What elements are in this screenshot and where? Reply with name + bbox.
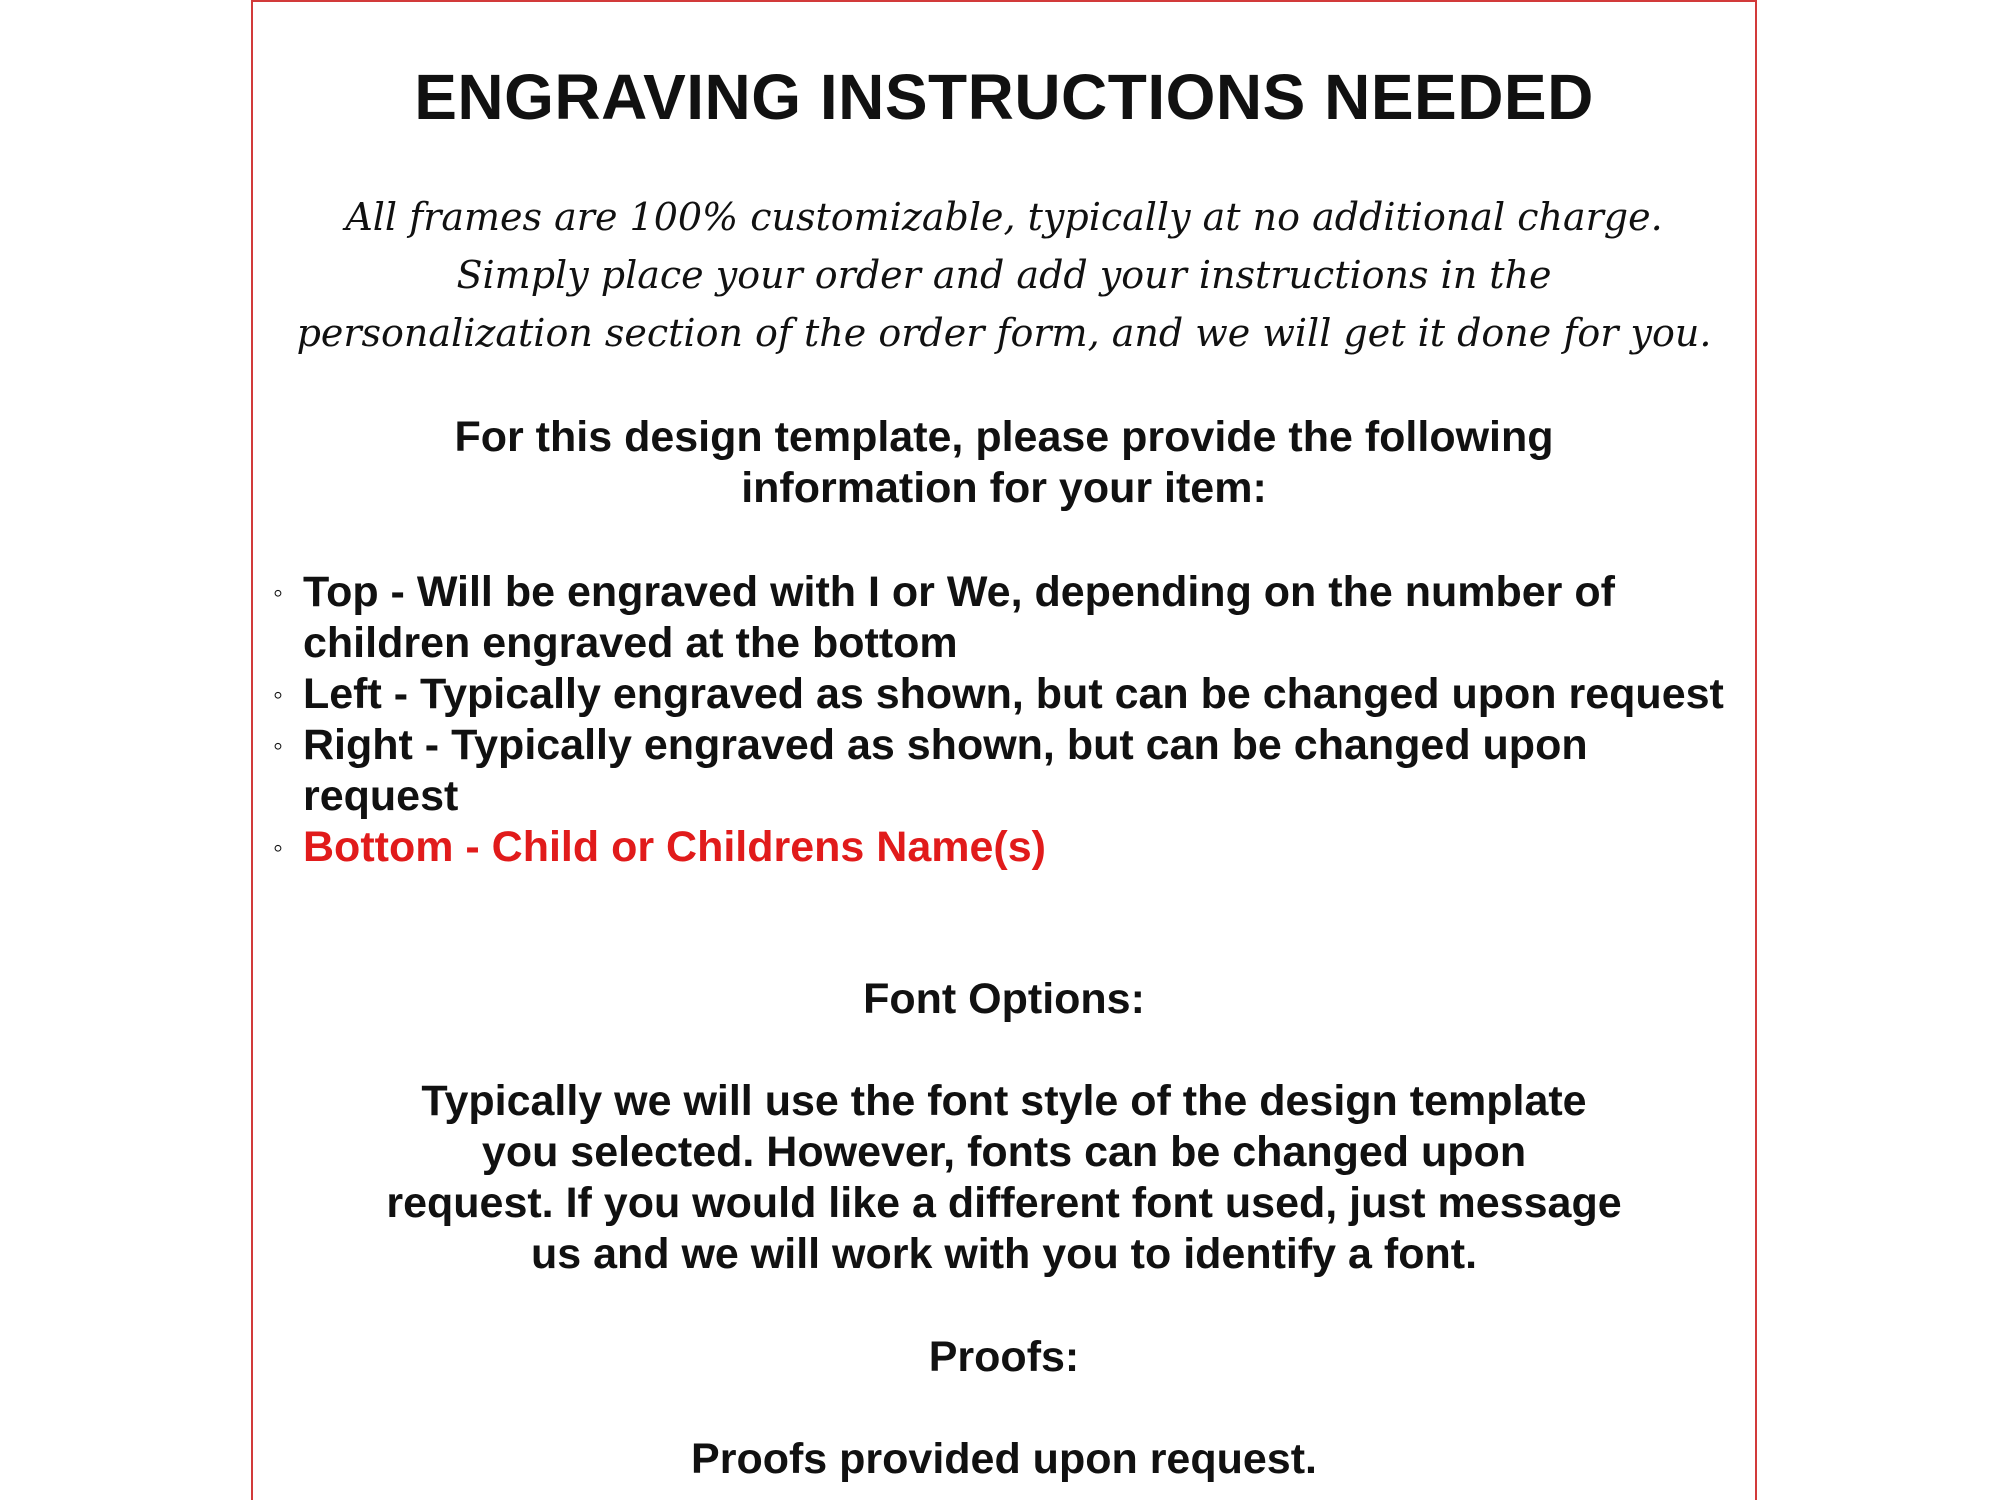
bullet-icon: ◦: [273, 730, 283, 761]
list-item-bottom: [273, 822, 1743, 873]
proofs-text: [253, 1434, 1755, 1485]
bullet-icon: ◦: [273, 832, 283, 863]
bullet-icon: ◦: [273, 679, 283, 710]
engraving-items-list: [273, 567, 1743, 873]
font-options-line: us and we will work with you to identify a font.: [530, 1230, 1478, 1278]
request-text: [253, 412, 1755, 514]
list-item-text: Left - Typically engraved as shown, but can be changed upon request: [303, 670, 1724, 718]
list-item-left: [273, 669, 1743, 720]
list-item-text: Bottom - Child or Childrens Name(s): [303, 823, 1046, 871]
font-options-heading: [253, 974, 1755, 1025]
proofs-heading: [253, 1332, 1755, 1383]
list-item-top: [273, 567, 1743, 669]
intro-text: [253, 188, 1755, 362]
proofs-text-line: Proofs provided upon request.: [691, 1435, 1317, 1483]
font-options-line: you selected. However, fonts can be changed upon: [481, 1128, 1527, 1176]
font-options-line: request. If you would like a different font used, just message: [386, 1179, 1622, 1227]
font-options-text: [253, 1076, 1755, 1280]
list-item-right: [273, 720, 1743, 822]
intro-line: personalization section of the order form, and we will get it done for you.: [296, 311, 1712, 355]
bullet-icon: ◦: [273, 577, 283, 608]
page-title: ENGRAVING INSTRUCTIONS NEEDED: [414, 61, 1594, 133]
request-line: For this design template, please provide the following: [454, 413, 1554, 461]
proofs-heading-text: Proofs:: [928, 1333, 1080, 1381]
request-line: information for your item:: [741, 464, 1267, 512]
intro-line: All frames are 100% customizable, typically at no additional charge.: [345, 195, 1663, 239]
intro-line: Simply place your order and add your instructions in the: [456, 253, 1552, 297]
instructions-panel: [251, 0, 1757, 1500]
list-item-text: Top - Will be engraved with I or We, depending on the number of children engraved at the bottom: [303, 568, 1615, 667]
font-options-line: Typically we will use the font style of the design template: [421, 1077, 1587, 1125]
list-item-text: Right - Typically engraved as shown, but can be changed upon request: [303, 721, 1588, 820]
font-options-heading-text: Font Options:: [863, 975, 1145, 1023]
